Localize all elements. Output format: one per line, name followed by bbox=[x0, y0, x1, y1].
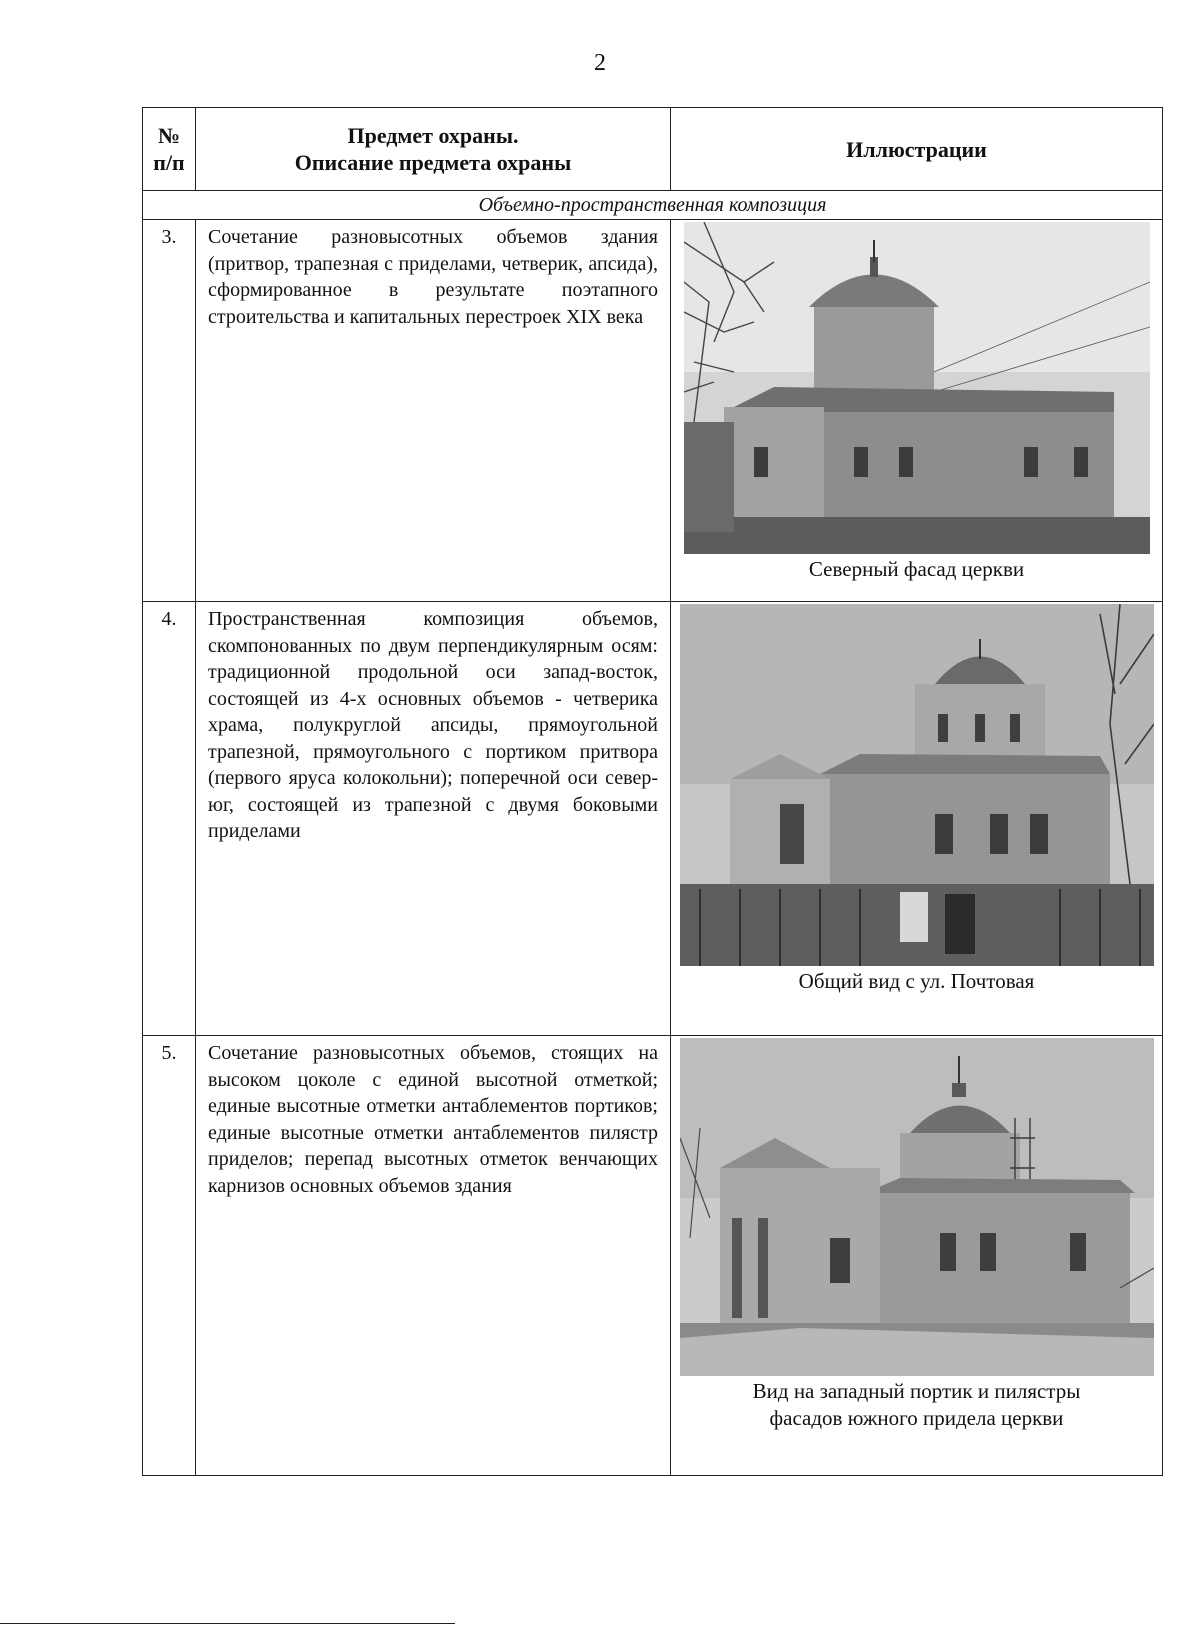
table-row bbox=[143, 602, 1163, 1036]
table-row bbox=[143, 220, 1163, 602]
header-illustrations: Иллюстрации bbox=[671, 108, 1163, 191]
row-illustration bbox=[671, 1036, 1163, 1476]
header-subject-line1: Предмет охраны. bbox=[347, 123, 519, 148]
photo-caption: Общий вид с ул. Почтовая bbox=[798, 969, 1035, 993]
photo-caption-line1: Вид на западный портик и пилястры bbox=[752, 1379, 1081, 1403]
row-description: Пространственная композиция объемов, скомпонованных по двум перпендикулярным осям: традиционной продольной оси запад-восток, состоящей из 4-х основных объемов - четверика храма, полукруглой апсиды, прямоугольной трапезной, прямоугольного с портиком притвора (первого яруса колокольни); поперечной оси север-юг, состоящей из трапезной с двумя боковыми приделами bbox=[196, 602, 671, 1036]
page-number: 2 bbox=[594, 50, 606, 76]
row-number: 3. bbox=[143, 220, 196, 602]
row-number: 5. bbox=[143, 1036, 196, 1476]
section-row bbox=[143, 191, 1163, 220]
photo-north-facade bbox=[684, 222, 1150, 554]
table-row bbox=[143, 1036, 1163, 1476]
footer-rule bbox=[0, 1623, 455, 1624]
section-title: Объемно-пространственная композиция bbox=[143, 191, 1163, 220]
row-description: Сочетание разновысотных объемов здания (притвор, трапезная с приделами, четверик, апсида), сформированное в результате поэтапного строительства и капитальных перестроек XIX века bbox=[196, 220, 671, 602]
photo-caption-line2: фасадов южного придела церкви bbox=[769, 1406, 1064, 1430]
row-illustration bbox=[671, 602, 1163, 1036]
header-number bbox=[143, 108, 196, 191]
protection-subject-table bbox=[142, 107, 1163, 1476]
row-description: Сочетание разновысотных объемов, стоящих на высоком цоколе с единой высотной отметкой; единые высотные отметки антаблементов портиков; единые высотные отметки антаблементов пилястр приделов; перепад высотных отметок венчающих карнизов основных объемов здания bbox=[196, 1036, 671, 1476]
photo-caption: Северный фасад церкви bbox=[808, 557, 1025, 581]
header-subject bbox=[196, 108, 671, 191]
row-number: 4. bbox=[143, 602, 196, 1036]
photo-west-portico bbox=[680, 1038, 1154, 1376]
row-illustration bbox=[671, 220, 1163, 602]
header-number-line2: п/п bbox=[153, 150, 185, 175]
header-number-line1: № bbox=[157, 123, 181, 148]
photo-pochtovaya-view bbox=[680, 604, 1154, 966]
header-subject-line2: Описание предмета охраны bbox=[294, 150, 572, 175]
table-header-row bbox=[143, 108, 1163, 191]
